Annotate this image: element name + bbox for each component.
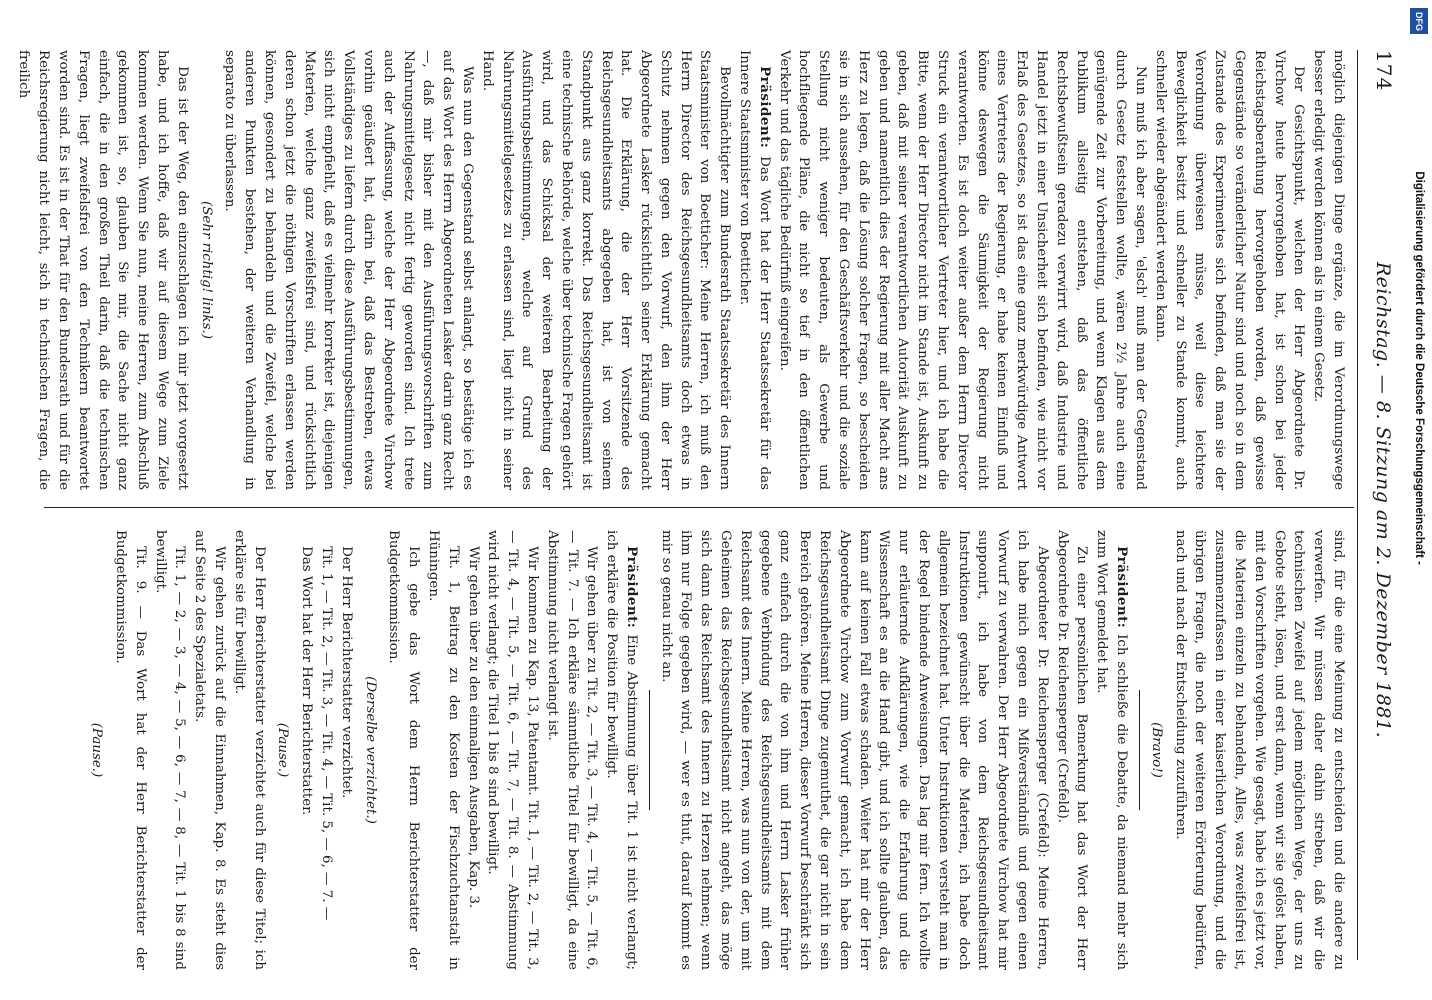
speaker-label: Präsident:: [756, 66, 773, 149]
paragraph: Präsident: Eine Abstimmung über Tit. 1 ist nicht verlangt; ich erkläre die Position für bewilligt.: [604, 530, 640, 970]
paragraph: Präsident: Ich schließe die Debatte, da niemand mehr sich zum Wort gemeldet hat.: [1094, 530, 1131, 970]
stage-direction: (Bravo!): [1148, 722, 1164, 778]
paragraph: Wir gehen zurück auf die Einnahmen, Kap. 8. Es steht dies auf Seite 2 des Spezialetats.: [192, 530, 227, 970]
paragraph: Wir kommen zu Kap. 13, Patentamt. Tit. 1, — Tit. 2, — Tit. 3, — Tit. 4, — Tit. 5, — Tit. 6, — Tit. 7, — Tit. 8. — Abstimmung wird nicht verlangt; die Titel 1 bis 8 sind bewilligt.: [485, 530, 540, 970]
paragraph: Wir gehen über zu den einmaligen Ausgaben, Kap. 3.: [465, 546, 481, 909]
stage-direction: (Sehr richtig! links.): [198, 201, 214, 339]
section-rule: [649, 690, 650, 810]
paragraph: sind, für die eine Meinung zu entscheiden und die andere zu verwerfen. Wir müssen daher dahin streben, daß wir die technischen Zweifel auf jedem möglichen Wege, der uns zu Gebote steht, lösen, und erst dann, wenn wir sie gelöst haben, mit den Vorschriften vorgehen. Wie gesagt, habe ich es jetzt vor, die Materien einzeln zu behandeln, Alles, was zweifelsfrei ist, zusammenzufassen in einer kaiserlichen Verordnung, und die übrigen Fragen, die noch der weiteren Erörterung bedürfen, nach und nach der Entscheidung zuzuführen.: [1172, 530, 1346, 970]
paragraph: Abgeordneter Dr. Reichensperger (Crefeld): Meine Herren, ich habe mich gegen ein Mißverständniß und gegen einen Vorwurf zu verwahren. Der Herr Abgeordnete Virchow hat mir supponirt, ich habe von dem Reichsgesundheitsamt Instruktionen gewünscht über die Materien, ich habe doch allgemein bezeichnet hat. Unter Instruktionen versteht man in der Regel bindende Anweisungen. Das lag mir fern. Ich wollte nur erläuternde Aufklärungen, wie die Erfahrung und die Wissenschaft es an die Hand gibt, und ich sollte glauben, das kann auf keinen Fall etwas schaden. Weiter hat mir der Herr Abgeordnete Virchow zum Vorwurf gemacht, ich habe dem Reichsgesundheitsamt Dinge zugemuthet, die gar nicht in sein Bereich gehören. Meine Herren, dieser Vorwurf beschränkt sich ganz einfach durch die von ihm und Herrn Lasker früher gegebene Verbindung des Reichsgesundheitsamts mit dem Reichsamt des Innern. Meine Herren, was nun von der, um mit Geheimen das Reichsgesundheitsamt nicht angeht, das möge sich dann das Reichsamt des Innern zu Herzen nehmen; wenn ihm nur Folge gegeben wird, — wer es thut, darauf kommt es mir so genau nicht an.: [658, 530, 1050, 970]
paragraph: Der Gesichtspunkt, welchen der Herr Abgeordnete Dr. Virchow heute hervorgehoben hat, ist schon bei jeder Reichstagsberathung hervorgehoben worden, daß gewisse Gegenstände so veränderlicher Natur sind und noch so in dem Zustande des Experimentes sich befinden, daß man sie der Verordnung überweisen müsse, weil diese leichtere Beweglichkeit besitzt und schneller zu Stande kommt, auch schneller wieder abgeändert werden kann.: [1152, 50, 1307, 490]
paragraph: Das ist der Weg, den einzuschlagen ich mir jetzt vorgesetzt habe, und ich hoffe, daß wir auf diesem Wege zum Ziele kommen werden. Wenn Sie nun, meine Herren, zum Abschluß gekommen ist, so, glauben Sie mir, die Sache nicht ganz einfach, die in den großen Theil darin, daß die technischen Fragen, liegt zweifelsfrei von den Technikern beantwortet worden sind. Es ist in der That für den Bundesrath und für die Reichsregierung nicht leicht, sich in technischen Fragen, die freilich: [16, 50, 190, 490]
paragraph: Tit. 9. — Das Wort hat der Herr Berichterstatter der Budgetkommission.: [112, 530, 148, 970]
paragraph: Zu einer persönlichen Bemerkung hat das Wort der Herr Abgeordnete Dr. Reichensperger (Crefeld).: [1054, 530, 1090, 970]
right-text-column: [82, 530, 1348, 970]
paragraph: Ich gebe das Wort dem Herrn Berichterstatter der Budgetkommission.: [386, 530, 422, 970]
stage-direction: (Pause.): [275, 722, 291, 778]
stage-direction: (Pause.): [89, 722, 105, 778]
header-rule: [1357, 50, 1358, 960]
paragraph: Präsident: Das Wort hat der Herr Staatssekretär für das Innere Staatsminister von Boetticher.: [737, 50, 773, 490]
paragraph: Tit. 1, — Tit. 2, — Tit. 3, — Tit. 4, — Tit. 5, — 6, — 7. —: [318, 546, 334, 921]
dfg-logo-badge: DFG: [1410, 8, 1428, 34]
stage-direction: (Derselbe verzichtet.): [362, 676, 378, 824]
column-divider: [44, 507, 1354, 508]
paragraph: Nun muß ich aber sagen, 'elsch' muß man der Gegenstand durch Gesetz feststellen wollte, wären 2½ Jahre auch eine genügende Zeit zur Vorbereitung, und wenn Klagen aus dem Publikum allseitig entstehen, daß das öffentliche Rechtsbewußtsein geradezu verwirrt wird, daß Industrie und Handel jetzt in einer Unsicherheit sich befinden, wie nicht vor Erlaß des Gesetzes, so ist das eine ganz merkwürdige Antwort eines Vertreters der Regierung, er habe keinen Einfluß und könne deswegen die Säumigkeit der Regierung nicht verantworten. Es ist doch weiter außer dem Herrn Director Struck ein verantwortlicher Vertreter hier, und ich habe die Bitte, wenn der Herr Director nicht im Stande ist, Auskunft zu geben, daß mit seiner verantwortlichen Autorität Auskunft zu geben und namentlich dies der Regierung mit aller Macht ans Herz zu legen, daß die Lösung solcher Fragen, so bescheiden sie in sich aussehen, für den Geschäftsverkehr und die soziale Stellung nicht weniger bedeuten, als Gewerbe und hochfliegende Pläne, die nicht so tief in den öffentlichen Verkehr und das tägliche Bedürfniß eingreifen.: [776, 50, 1149, 490]
paragraph: Bevollmächtigter zum Bundesrath Staatssekretär des Innern Staatsminister von Boetticher: Meine Herren, ich muß den Herrn Director des Reichsgesundheitsamts doch etwas in Schutz nehmen gegen den Vorwurf, den ihm der Herr Abgeordnete Lasker rücksichtlich seiner Erklärung gemacht hat. Die Erklärung, die der Herr Vorsitzende des Reichsgesundheitsamts abgegeben hat, ist von seinem Standpunkt aus ganz korrekt. Das Reichsgesundheitsamt ist eine technische Behörde, welche über technische Fragen gehört wird, und das Schicksal der weiteren Bearbeitung der Ausführungsbestimmungen, welche auf Grund des Nahrungsmittelgesetzes zu erlassen sind, liegt nicht in seiner Hand.: [479, 50, 733, 490]
paragraph: Tit. 1, — 2, — 3, — 4, — 5, — 6, — 7, — 8, — Tit. 1 bis 8 sind bewilligt.: [152, 530, 188, 970]
paragraph: Was nun den Gegenstand selbst anlangt, so bestätige ich es auf das Wort des Herrn Abgeordneten Lasker darin ganz Recht —, daß mir bisher mit den Ausführungsvorschriften zum Nahrungsmittelgesetz nicht fertig geworden sind. Ich trete auch der Auffassung, welche der Herr Abgeordnete Virchow vorhin geäußert hat, darin bei, daß das Bestreben, etwas Vollständiges zu liefern durch diese Ausführungsbestimmungen, sich nicht empfiehlt, daß es vielmehr korrekter ist, diejenigen Materien, welche ganz zweifelsfrei sind, und rücksichtlich deren schon jetzt die nöthigen Vorschriften erlassen werden können, gesondert zu behandeln und die Zweifel, welche bei anderen Punkten bestehen, der weiteren Verhandlung in separato zu überlassen.: [222, 50, 475, 490]
scanned-page: [10, 20, 1410, 980]
paragraph: Das Wort hat der Herr Berichterstatter.: [299, 546, 315, 816]
credit-text: Digitalisierung gefördert durch die Deutsche Forschungsgemeinschaft -: [1413, 171, 1425, 565]
speaker-label: Präsident:: [623, 546, 640, 629]
section-rule: [1139, 690, 1140, 810]
page-header-title: Reichstag. — 8. Sitzung am 2. Dezember 1881.: [1372, 261, 1394, 739]
paragraph: Der Herr Berichterstatter verzichtet.: [338, 546, 354, 799]
paragraph: Der Herr Berichterstatter verzichtet auch für diese Titel; ich erkläre sie für bewilligt.: [231, 530, 267, 970]
digitization-credit: [1408, 8, 1430, 593]
page-number: 174: [1372, 50, 1396, 92]
paragraph: möglich diejenigen Dinge ergänze, die im Verordnungswege besser erledigt werden können als in einem Gesetz.: [1311, 50, 1346, 490]
speaker-label: Präsident:: [1114, 546, 1131, 629]
paragraph: Wir gehen über zu Tit. 2, — Tit. 3, — Tit. 4, — Tit. 5, — Tit. 6, — Tit. 7. — Ich erkläre sämmtliche Titel für bewilligt, da eine Abstimmung nicht verlangt ist.: [544, 530, 600, 970]
left-text-column: [16, 50, 1348, 490]
paragraph: Tit. 1, Beitrag zu den Kosten der Fischzuchtanstalt in Hüningen.: [425, 530, 461, 970]
